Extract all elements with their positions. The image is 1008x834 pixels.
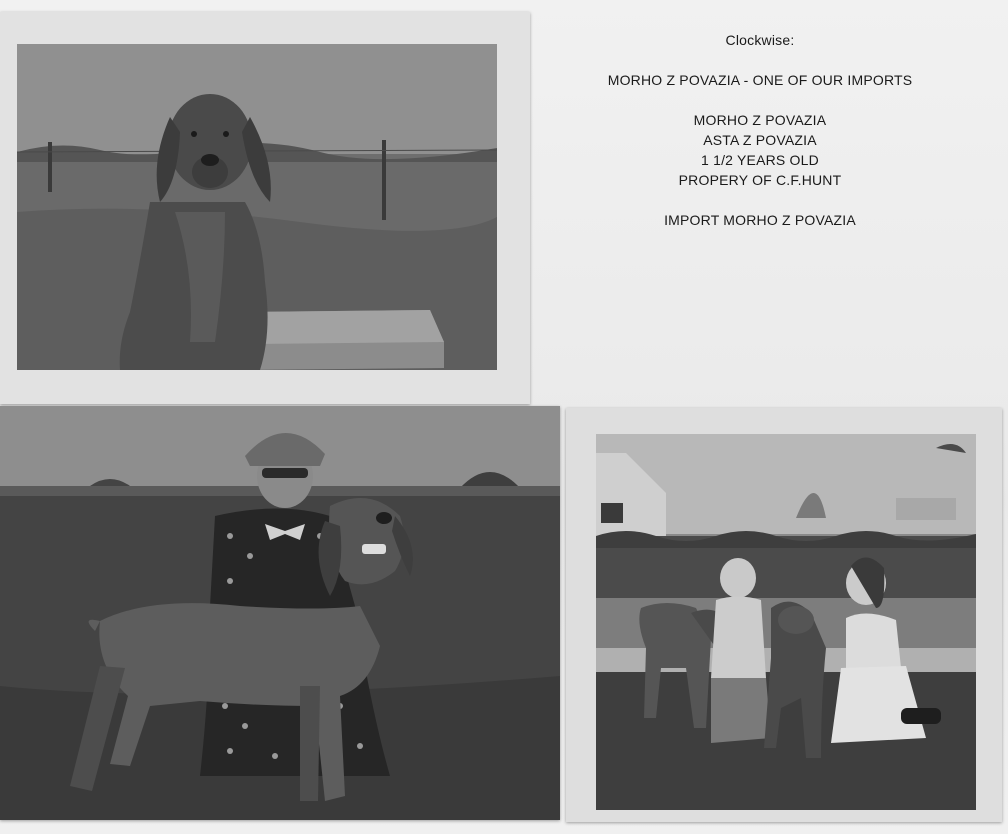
caption-line: MORHO Z POVAZIA — [693, 112, 827, 128]
caption-line: MORHO Z POVAZIA - ONE OF OUR IMPORTS — [607, 72, 913, 88]
caption-text — [560, 30, 960, 230]
photo-dog-sitting — [0, 12, 530, 404]
caption-line: PROPERY OF C.F.HUNT — [678, 172, 842, 188]
caption-line: ASTA Z POVAZIA — [703, 132, 817, 148]
caption-heading: Clockwise: — [725, 32, 795, 48]
photo-children-with-dogs — [566, 408, 1002, 822]
caption-line: IMPORT MORHO Z POVAZIA — [664, 212, 856, 228]
caption-line: 1 1/2 YEARS OLD — [701, 152, 819, 168]
photo-woman-with-dog — [0, 406, 560, 820]
